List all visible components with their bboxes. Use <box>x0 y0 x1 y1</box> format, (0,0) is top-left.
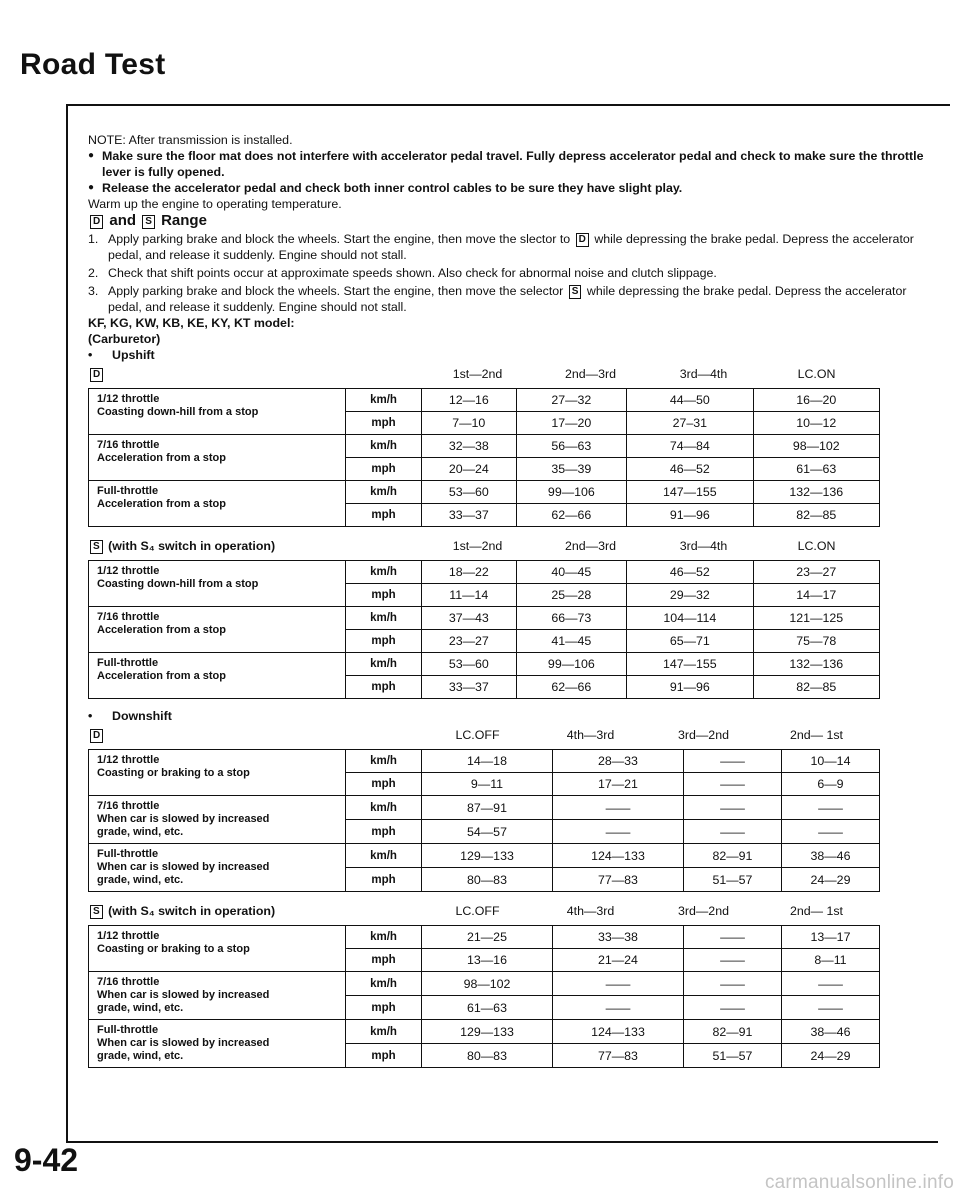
downshift-d-section <box>88 725 933 892</box>
speed-cell: 56—63 <box>516 435 627 458</box>
speed-cell: 33—38 <box>552 926 683 949</box>
speed-cell: 8—11 <box>781 949 879 972</box>
condition-cell <box>89 926 346 972</box>
frame-bottom-rule <box>66 1141 938 1143</box>
speed-cell: 98—102 <box>753 435 879 458</box>
page-number: 9-42 <box>14 1142 79 1178</box>
condition-cell <box>89 389 346 435</box>
speed-cell: 51—57 <box>683 868 781 892</box>
step-number: 1. <box>88 232 99 246</box>
speed-cell: 147—155 <box>627 653 753 676</box>
section-range-label <box>88 538 421 554</box>
column-header: 1st—2nd <box>452 367 503 381</box>
speed-cell: 10—12 <box>753 412 879 435</box>
speed-cell: 77—83 <box>552 868 683 892</box>
speed-cell: 53—60 <box>422 481 517 504</box>
speed-cell: 124—133 <box>552 1020 683 1044</box>
unit-cell: km/h <box>346 1020 422 1044</box>
section-label-text: (with S₄ switch in operation) <box>108 539 276 553</box>
unit-cell: km/h <box>346 926 422 949</box>
condition-cell <box>89 844 346 892</box>
speed-cell: —— <box>781 996 879 1020</box>
speed-cell: 132—136 <box>753 653 879 676</box>
unit-cell: km/h <box>346 844 422 868</box>
column-header: 4th—3rd <box>566 904 615 918</box>
speed-cell: 28—33 <box>552 750 683 773</box>
condition-text: Full-throttle <box>97 848 159 860</box>
table-row <box>89 607 880 630</box>
step-1 <box>88 231 933 263</box>
speed-cell: 62—66 <box>516 504 627 527</box>
condition-cell <box>89 607 346 653</box>
speed-cell: 38—46 <box>781 844 879 868</box>
section-header <box>88 901 933 921</box>
speed-cell: —— <box>683 926 781 949</box>
step-2 <box>88 265 933 281</box>
speed-cell: 87—91 <box>422 796 553 820</box>
condition-text: grade, wind, etc. <box>97 1050 184 1062</box>
table-row <box>89 926 880 949</box>
speed-cell: —— <box>552 820 683 844</box>
condition-text: Acceleration from a stop <box>97 624 226 636</box>
speed-cell: 17—20 <box>516 412 627 435</box>
speed-cell: 37—43 <box>422 607 517 630</box>
step-text-start: Apply parking brake and block the wheels. Start the engine, then move the selector <box>108 284 564 298</box>
speed-cell: —— <box>683 820 781 844</box>
condition-cell <box>89 561 346 607</box>
speed-cell: 21—25 <box>422 926 553 949</box>
table-row <box>89 796 880 820</box>
speed-cell: 20—24 <box>422 458 517 481</box>
step-text: Check that shift points occur at approximate speeds shown. Also check for abnormal noise and clutch slippage. <box>108 266 717 280</box>
speed-cell: 27—32 <box>516 389 627 412</box>
condition-cell <box>89 750 346 796</box>
table-row <box>89 481 880 504</box>
step-number: 2. <box>88 266 99 280</box>
d-position-glyph: D <box>90 368 103 382</box>
speed-cell: 21—24 <box>552 949 683 972</box>
note-line: NOTE: After transmission is installed. <box>88 133 293 147</box>
speed-cell: 14—18 <box>422 750 553 773</box>
speed-cell: 82—85 <box>753 676 879 699</box>
speed-cell: 77—83 <box>552 1044 683 1068</box>
condition-text: Coasting down-hill from a stop <box>97 578 259 590</box>
s-position-glyph: S <box>142 215 155 229</box>
table-row <box>89 1020 880 1044</box>
unit-cell: mph <box>346 820 422 844</box>
unit-cell: km/h <box>346 607 422 630</box>
shift-speed-table <box>88 925 880 1068</box>
section-header <box>88 725 933 745</box>
condition-text: When car is slowed by increased <box>97 861 270 873</box>
column-header: LC.ON <box>797 367 836 381</box>
step-number: 3. <box>88 284 99 298</box>
unit-cell: mph <box>346 996 422 1020</box>
section-range-label <box>88 727 421 743</box>
column-header: LC.ON <box>797 539 836 553</box>
step-text <box>108 231 933 263</box>
table-row <box>89 389 880 412</box>
d-position-glyph: D <box>576 233 589 247</box>
table-row <box>89 653 880 676</box>
speed-cell: 23—27 <box>753 561 879 584</box>
speed-cell: 33—37 <box>422 504 517 527</box>
downshift-label: • Downshift <box>88 708 933 724</box>
condition-text: 7/16 throttle <box>97 976 160 988</box>
step-3 <box>88 283 933 315</box>
page-title: Road Test <box>20 48 166 81</box>
step-text <box>108 283 933 315</box>
unit-cell: km/h <box>346 796 422 820</box>
condition-text: 1/12 throttle <box>97 565 160 577</box>
range-text: Range <box>161 212 207 229</box>
speed-cell: 65—71 <box>627 630 753 653</box>
speed-cell: —— <box>552 996 683 1020</box>
note-bullet-2: ● Release the accelerator pedal and check both inner control cables to be sure they have slight play. <box>88 180 933 196</box>
unit-cell: mph <box>346 458 422 481</box>
speed-cell: 38—46 <box>781 1020 879 1044</box>
d-position-glyph: D <box>90 729 103 743</box>
unit-cell: mph <box>346 630 422 653</box>
speed-cell: 24—29 <box>781 868 879 892</box>
speed-cell: 18—22 <box>422 561 517 584</box>
condition-text: 1/12 throttle <box>97 393 160 405</box>
speed-cell: 13—17 <box>781 926 879 949</box>
speed-cell: 121—125 <box>753 607 879 630</box>
table-row <box>89 972 880 996</box>
section-label-text: (with S₄ switch in operation) <box>108 904 276 918</box>
condition-text: grade, wind, etc. <box>97 874 184 886</box>
speed-cell: 33—37 <box>422 676 517 699</box>
unit-cell: mph <box>346 676 422 699</box>
unit-cell: km/h <box>346 653 422 676</box>
unit-cell: km/h <box>346 389 422 412</box>
range-and-text: and <box>109 212 137 229</box>
condition-cell <box>89 796 346 844</box>
shift-speed-table <box>88 388 880 527</box>
unit-cell: mph <box>346 773 422 796</box>
d-position-glyph: D <box>90 215 103 229</box>
main-content <box>88 132 933 1077</box>
section-range-label <box>88 903 421 919</box>
condition-text: 7/16 throttle <box>97 611 160 623</box>
speed-cell: 82—91 <box>683 1020 781 1044</box>
speed-cell: 82—85 <box>753 504 879 527</box>
column-header: 1st—2nd <box>452 539 503 553</box>
unit-cell: mph <box>346 584 422 607</box>
speed-cell: 24—29 <box>781 1044 879 1068</box>
section-header <box>88 364 933 384</box>
s-position-glyph: S <box>90 540 103 554</box>
upshift-label: • Upshift <box>88 347 933 363</box>
condition-text: grade, wind, etc. <box>97 1002 184 1014</box>
condition-text: Coasting or braking to a stop <box>97 943 250 955</box>
shift-speed-table <box>88 749 880 892</box>
s-position-glyph: S <box>90 905 103 919</box>
speed-cell: 6—9 <box>781 773 879 796</box>
column-header: 2nd— 1st <box>789 904 844 918</box>
unit-cell: km/h <box>346 972 422 996</box>
speed-cell: 41—45 <box>516 630 627 653</box>
condition-text: Full-throttle <box>97 1024 159 1036</box>
column-header: 3rd—2nd <box>678 728 729 742</box>
warm-up-line: Warm up the engine to operating temperature. <box>88 197 342 211</box>
speed-cell: —— <box>683 972 781 996</box>
condition-text: Acceleration from a stop <box>97 452 226 464</box>
condition-text: 1/12 throttle <box>97 754 160 766</box>
step-text-end: while depressing the brake pedal. Depress the accelerator pedal, and release it suddenly. Engine should not stall. <box>108 284 907 314</box>
column-header: 4th—3rd <box>566 728 615 742</box>
table-row <box>89 435 880 458</box>
speed-cell: —— <box>683 996 781 1020</box>
column-header: 2nd— 1st <box>789 728 844 742</box>
watermark: carmanualsonline.info <box>764 1172 954 1193</box>
speed-cell: 124—133 <box>552 844 683 868</box>
speed-cell: 23—27 <box>422 630 517 653</box>
speed-cell: —— <box>683 750 781 773</box>
condition-text: 1/12 throttle <box>97 930 160 942</box>
shift-speed-table <box>88 560 880 699</box>
condition-cell <box>89 1020 346 1068</box>
column-header: 3rd—4th <box>679 367 728 381</box>
speed-cell: 10—14 <box>781 750 879 773</box>
speed-cell: 80—83 <box>422 868 553 892</box>
column-header: 2nd—3rd <box>565 367 616 381</box>
speed-cell: —— <box>683 773 781 796</box>
unit-cell: km/h <box>346 750 422 773</box>
condition-cell <box>89 972 346 1020</box>
speed-cell: 16—20 <box>753 389 879 412</box>
condition-text: When car is slowed by increased <box>97 813 270 825</box>
unit-cell: km/h <box>346 561 422 584</box>
unit-cell: km/h <box>346 435 422 458</box>
step-text-end: while depressing the brake pedal. Depress the accelerator pedal, and release it suddenly. Engine should not stall. <box>108 232 914 262</box>
section-header <box>88 536 933 556</box>
unit-cell: mph <box>346 868 422 892</box>
speed-cell: 99—106 <box>516 653 627 676</box>
downshift-s-section <box>88 901 933 1068</box>
condition-text: Coasting down-hill from a stop <box>97 406 259 418</box>
section-range-label <box>88 366 421 382</box>
column-header: LC.OFF <box>455 904 500 918</box>
speed-cell: 80—83 <box>422 1044 553 1068</box>
speed-cell: 7—10 <box>422 412 517 435</box>
condition-cell <box>89 653 346 699</box>
speed-cell: 53—60 <box>422 653 517 676</box>
speed-cell: 74—84 <box>627 435 753 458</box>
unit-cell: mph <box>346 412 422 435</box>
speed-cell: 51—57 <box>683 1044 781 1068</box>
column-header: LC.OFF <box>455 728 500 742</box>
speed-cell: 82—91 <box>683 844 781 868</box>
speed-cell: 44—50 <box>627 389 753 412</box>
speed-cell: 9—11 <box>422 773 553 796</box>
upshift-d-section <box>88 364 933 527</box>
speed-cell: 91—96 <box>627 504 753 527</box>
speed-cell: 62—66 <box>516 676 627 699</box>
speed-cell: 129—133 <box>422 844 553 868</box>
column-header: 2nd—3rd <box>565 539 616 553</box>
speed-cell: 11—14 <box>422 584 517 607</box>
table-row <box>89 561 880 584</box>
condition-cell <box>89 481 346 527</box>
unit-cell: km/h <box>346 481 422 504</box>
note-bullet-1: ● Make sure the floor mat does not interfere with accelerator pedal travel. Fully depress accelerator pedal and check to make sure the throttle lever is fully opened. <box>88 148 933 180</box>
model-line: KF, KG, KW, KB, KE, KY, KT model: <box>88 316 295 330</box>
condition-text: Full-throttle <box>97 485 159 497</box>
speed-cell: 66—73 <box>516 607 627 630</box>
s-position-glyph: S <box>569 285 582 299</box>
speed-cell: 35—39 <box>516 458 627 481</box>
speed-cell: 147—155 <box>627 481 753 504</box>
condition-cell <box>89 435 346 481</box>
speed-cell: 25—28 <box>516 584 627 607</box>
speed-cell: 46—52 <box>627 458 753 481</box>
speed-cell: 91—96 <box>627 676 753 699</box>
speed-cell: —— <box>552 972 683 996</box>
unit-cell: mph <box>346 949 422 972</box>
condition-text: 7/16 throttle <box>97 800 160 812</box>
speed-cell: 27–31 <box>627 412 753 435</box>
upshift-s-section <box>88 536 933 699</box>
unit-cell: mph <box>346 504 422 527</box>
speed-cell: 61—63 <box>753 458 879 481</box>
speed-cell: 12—16 <box>422 389 517 412</box>
condition-text: When car is slowed by increased <box>97 1037 270 1049</box>
step-text-start: Apply parking brake and block the wheels. Start the engine, then move the slector to <box>108 232 571 246</box>
condition-text: Coasting or braking to a stop <box>97 767 250 779</box>
speed-cell: 99—106 <box>516 481 627 504</box>
speed-cell: —— <box>781 796 879 820</box>
speed-cell: 54—57 <box>422 820 553 844</box>
speed-cell: 61—63 <box>422 996 553 1020</box>
speed-cell: 98—102 <box>422 972 553 996</box>
speed-cell: 32—38 <box>422 435 517 458</box>
speed-cell: 46—52 <box>627 561 753 584</box>
speed-cell: 75—78 <box>753 630 879 653</box>
condition-text: 7/16 throttle <box>97 439 160 451</box>
condition-text: Acceleration from a stop <box>97 670 226 682</box>
table-row <box>89 750 880 773</box>
condition-text: grade, wind, etc. <box>97 826 184 838</box>
speed-cell: 129—133 <box>422 1020 553 1044</box>
speed-cell: 14—17 <box>753 584 879 607</box>
speed-cell: —— <box>683 796 781 820</box>
speed-cell: 17—21 <box>552 773 683 796</box>
condition-text: When car is slowed by increased <box>97 989 270 1001</box>
speed-cell: 29—32 <box>627 584 753 607</box>
speed-cell: —— <box>781 820 879 844</box>
column-header: 3rd—2nd <box>678 904 729 918</box>
condition-text: Full-throttle <box>97 657 159 669</box>
column-header: 3rd—4th <box>679 539 728 553</box>
speed-cell: —— <box>552 796 683 820</box>
carburetor-line: (Carburetor) <box>88 332 161 346</box>
speed-cell: 40—45 <box>516 561 627 584</box>
condition-text: Acceleration from a stop <box>97 498 226 510</box>
speed-cell: —— <box>781 972 879 996</box>
range-heading <box>88 213 933 229</box>
speed-cell: —— <box>683 949 781 972</box>
table-row <box>89 844 880 868</box>
speed-cell: 132—136 <box>753 481 879 504</box>
speed-cell: 13—16 <box>422 949 553 972</box>
unit-cell: mph <box>346 1044 422 1068</box>
speed-cell: 104—114 <box>627 607 753 630</box>
